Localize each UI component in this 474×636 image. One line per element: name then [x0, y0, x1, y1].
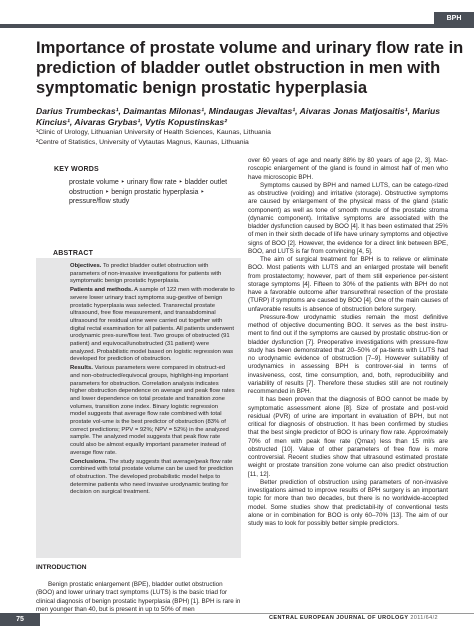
- header-rule: [0, 24, 474, 28]
- objectives-text: To predict bladder outlet obstruction with parameters of non-invasive investigations for patients with symptomatic benign prostatic hyperplasia.: [70, 263, 222, 285]
- conclusions-label: Conclusions.: [70, 458, 107, 465]
- abstract-conclusions: [70, 459, 235, 498]
- paragraph-5: It has been proven that the diagnosis of BOO cannot be made by symptomatic assessment alone [8]. Size of prostate and post-void residual (PVR) of urine are important in evaluation of BPH, but not critical for diagnosis of obstruction. It has been confirmed by studies that the best single predictor of BOO is urinary flow rate. Approximately 70% of men with peak flow rate (Qmax) less than 15 ml/s are obstructed [10]. Value of other parameters of free flow is more controversial. Recent studies show that ultrasound estimated prostate weight or prostate transition zone volume can also predict obstruction [11, 12].: [248, 396, 448, 478]
- author-list: Darius Trumbeckas¹, Daimantas Milonas¹, Mindaugas Jievaltas¹, Aivaras Jonas Matjosaitis¹, Marius Kincius¹, Aivaras Grybas¹, Vytis Kopustinskas²: [36, 106, 441, 127]
- affiliation-1: ¹Clinic of Urology, Lithuanian University of Health Sciences, Kaunas, Lithuania: [36, 129, 271, 136]
- journal-volume: 2011/64/2: [410, 615, 438, 621]
- keywords-text: prostate volume ‣ urinary flow rate ‣ bladder outlet obstruction ‣ benign prostatic hyperplasia ‣ pressure/flow study: [69, 179, 228, 205]
- page-number: 75: [0, 613, 40, 626]
- abstract-objectives: [70, 263, 235, 286]
- results-text: Various parameters were compared in obstruct-ed and non-obstructed/equivocal groups, highlight-ing important parameters for obstruction. Correlation analysis indicates higher obstruction dependence on average and peak flow rates and lower dependence on total prostate and transition zone volumes, transition zone index. Binary logistic regression model suggests that average flow rate combined with total prostate vol-ume is the best predictor of obstruction (83% of correct predictions; PPV = 92%; NPV = 52%) in the analyzed sample. The analyzed model suggests that peak flow rate could also be almost equally important parameter instead of average flow rate.: [70, 365, 235, 456]
- abstract-heading: ABSTRACT: [53, 250, 94, 257]
- article-title: Importance of prostate volume and urinary flow rate in prediction of bladder outlet obstruction in men with symptomatic benign prostatic hyperplasia: [36, 39, 464, 97]
- paragraph-6: Better prediction of obstruction using parameters of non-invasive investigations aimed to improve results of BPH surgery is an important topic for more than two decades, but there is no worldwide-accepted model. Some studies show that predictabil-ity of conventional tests alone or in combination for BOO is only 60–70% [13]. The aim of our study was to look for possibly better simple predictors.: [248, 478, 448, 527]
- abstract-methods: [70, 287, 235, 364]
- abstract-body: [70, 263, 235, 498]
- conclusions-text: The study suggests that average/peak flow rate combined with total prostate volume can be used for prediction of obstruction. The developed probabilistic model helps to determine patients who need invasive urodynamic testing for decision on surgical treatment.: [70, 458, 234, 496]
- journal-name: CENTRAL EUROPEAN JOURNAL OF UROLOGY: [269, 615, 409, 621]
- methods-label: Patients and methods.: [70, 287, 133, 294]
- paragraph-3: The aim of surgical treatment for BPH is to relieve or eliminate BOO. Most patients with LUTS and an enlarged prostate will benefit from prostatectomy; however, part of them still experience per-sistent storage symptoms [4]. Fifteen to 30% of the patients with BPH do not have a favorable outcome after transurethral resection of the prostate (TURP) if symptoms are caused by BOO [4]. One of the main causes of unfavorable results is absence of obstruction before surgery.: [248, 256, 448, 313]
- paragraph-4: Pressure-flow urodynamic studies remain the most definitive method of objective documenting BOO. It serves as the best instru-ment to find out if the symptoms are caused by prostatic obstruc-tion or bladder dysfunction [7]. Preoperative investigations with pressure-flow study has been demonstrated that 20–50% of pa-tients with LUTS had no urodynamic evidence of obstruction [7–9]. However suitability of urodynamics in assessing BPH is controver-sial in terms of invasiveness, cost, time consumption, and, both, reproducibility and variability of results [7]. Therefore these studies still are not routinely recommended in BPH.: [248, 313, 448, 395]
- affiliation-2: ²Centre of Statistics, University of Vytautas Magnus, Kaunas, Lithuania: [36, 138, 249, 146]
- journal-footer: [269, 615, 438, 621]
- keywords-box: [36, 157, 231, 230]
- keywords-heading: KEY WORDS: [54, 166, 99, 173]
- section-tab: BPH: [434, 12, 474, 25]
- objectives-label: Objectives.: [70, 263, 102, 269]
- paragraph-1: over 60 years of age and nearly 88% by 80 years of age [2, 3]. Mac-roscopic enlargement of the gland is found in almost half of men who have microscopic BPH.: [248, 157, 448, 181]
- affiliations: [36, 128, 466, 147]
- paragraph-2: Symptoms caused by BPH and named LUTS, can be catego-rized as obstructive (voiding) and irritative (storage). Obstructive symptoms are caused by enlargement of the physical mass of the gland (static component) as well as tone of smooth muscle of the prostatic stroma (dynamic component). Irritative symptoms are associated with the bladder dysfunction caused by BOO [4]. It has been estimated that 25% of men in their sixth decade of life have urinary symptoms and objective signs of BOO [2]. However, the evidence for a direct link between BPE, BOO, and LUTS is far from convincing [4, 5].: [248, 181, 448, 255]
- right-column: [248, 157, 448, 528]
- methods-text: A sample of 122 men with moderate to severe lower urinary tract symptoms sug-gestive of benign prostatic hyperplasia was selected. Transrectal prostate ultrasound, free flow measurement, and transabdominal ultrasound for residual urine were carried out together with digital rectal examination for all patients. All patients underwent urodynamic pres-sure/flow test. Two groups of obstructed (91 patient) and equivocal/unobstructed (31 patient) were analyzed. Probabilistic model based on logistic regression was developed for prediction of obstruction.: [70, 287, 235, 363]
- introduction-text: Benign prostatic enlargement (BPE), bladder outlet obstruction (BOO) and lower urinary tract symptoms (LUTS) is the basic triad for clinical diagnosis of benign prostatic hyperplasia (BPH) [1]. BPH is rare in men younger than 40, but is present in up to 50% of men: [36, 581, 241, 613]
- results-label: Results.: [70, 365, 93, 372]
- abstract-results: [70, 365, 235, 457]
- footer-rule: [0, 613, 474, 614]
- top-band: [0, 0, 474, 16]
- introduction-heading: INTRODUCTION: [36, 564, 87, 571]
